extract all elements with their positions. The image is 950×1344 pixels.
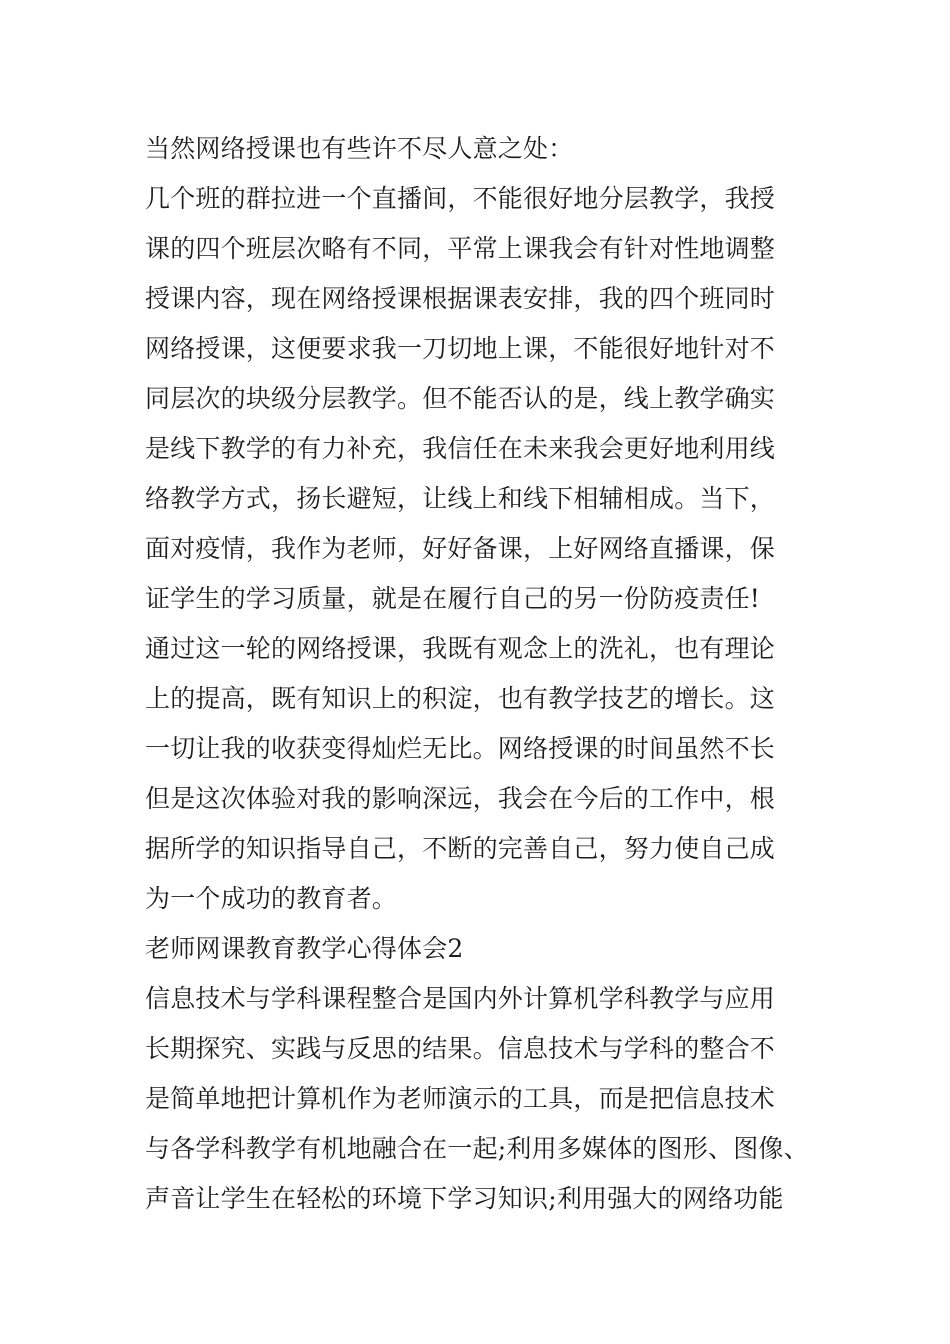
text-line: 与各学科教学有机地融合在一起;利用多媒体的图形、图像、 xyxy=(145,1134,809,1163)
text-line: 当然网络授课也有些许不尽人意之处： xyxy=(145,134,574,163)
text-line: 证学生的学习质量，就是在履行自己的另一份防疫责任! xyxy=(145,584,761,613)
text-line: 声音让学生在轻松的环境下学习知识;利用强大的网络功能 xyxy=(145,1184,784,1213)
text-line: 上的提高，既有知识上的积淀，也有教学技艺的增长。这 xyxy=(145,684,776,713)
document-body xyxy=(145,124,825,1224)
section-heading: 老师网课教育教学心得体会2 xyxy=(145,934,464,963)
text-line: 一切让我的收获变得灿烂无比。网络授课的时间虽然不长 xyxy=(145,734,776,763)
text-line: 课的四个班层次略有不同，平常上课我会有针对性地调整 xyxy=(145,234,776,263)
text-line: 但是这次体验对我的影响深远，我会在今后的工作中，根 xyxy=(145,784,776,813)
text-line: 为一个成功的教育者。 xyxy=(145,884,398,913)
text-line: 是线下教学的有力补充，我信任在未来我会更好地利用线 xyxy=(145,434,776,463)
text-line: 同层次的块级分层教学。但不能否认的是，线上教学确实 xyxy=(145,384,776,413)
text-line: 授课内容，现在网络授课根据课表安排，我的四个班同时 xyxy=(145,284,776,313)
text-line: 络教学方式，扬长避短，让线上和线下相辅相成。当下， xyxy=(145,484,776,513)
text-line: 是简单地把计算机作为老师演示的工具，而是把信息技术 xyxy=(145,1084,776,1113)
text-line: 信息技术与学科课程整合是国内外计算机学科教学与应用 xyxy=(145,984,776,1013)
text-line: 长期探究、实践与反思的结果。信息技术与学科的整合不 xyxy=(145,1034,776,1063)
text-line: 几个班的群拉进一个直播间，不能很好地分层教学，我授 xyxy=(145,184,776,213)
text-line: 面对疫情，我作为老师，好好备课，上好网络直播课，保 xyxy=(145,534,776,563)
text-line: 网络授课，这便要求我一刀切地上课，不能很好地针对不 xyxy=(145,334,776,363)
text-line: 通过这一轮的网络授课，我既有观念上的洗礼，也有理论 xyxy=(145,634,776,663)
text-line: 据所学的知识指导自己，不断的完善自己，努力使自己成 xyxy=(145,834,776,863)
